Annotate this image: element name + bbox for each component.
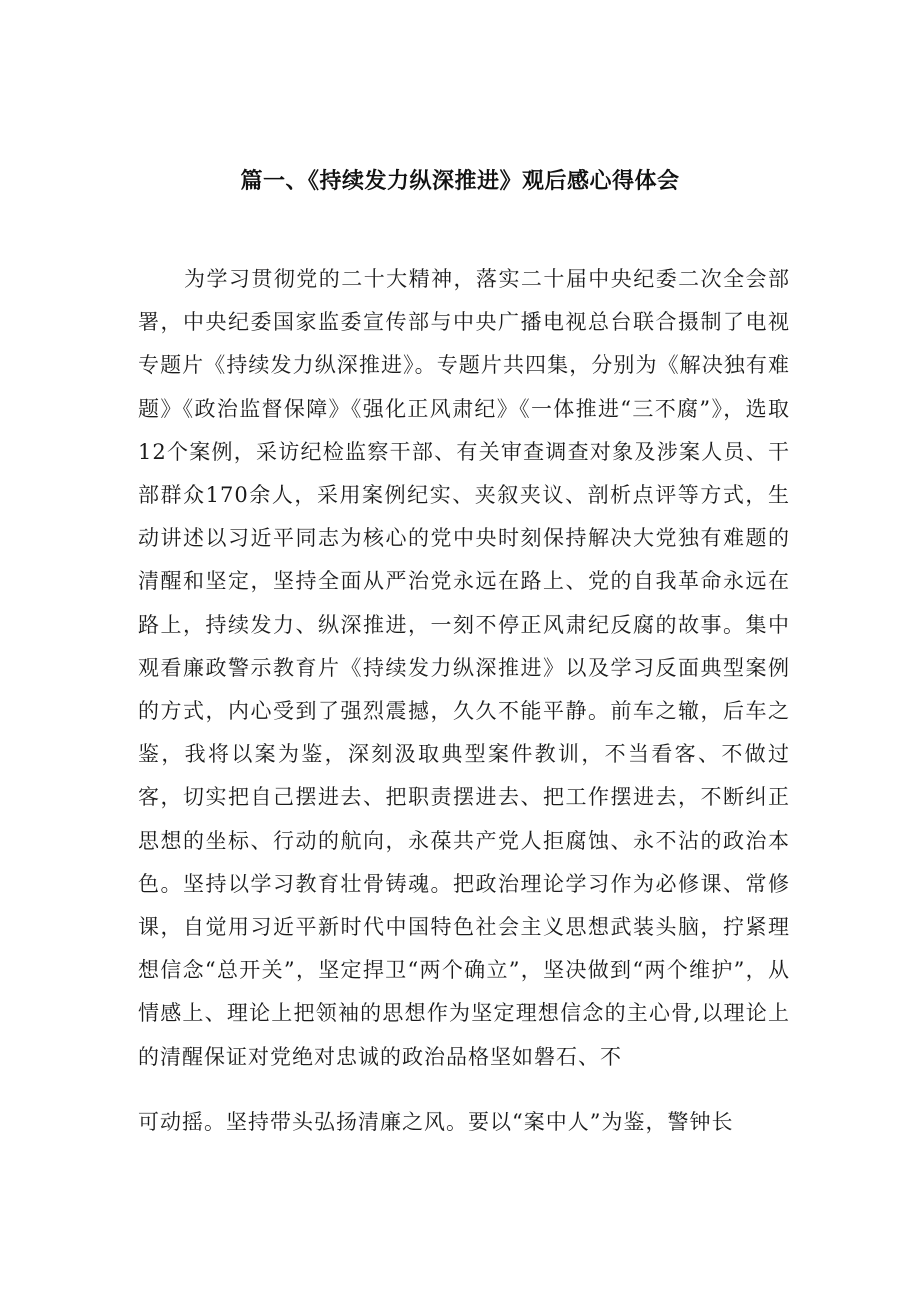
document-body: [138, 258, 790, 1144]
body-paragraph-1: 为学习贯彻党的二十大精神，落实二十届中央纪委二次全会部署，中央纪委国家监委宣传部与中央广播电视总台联合摄制了电视专题片《持续发力纵深推进》。专题片共四集，分别为《解决独有难题》《政治监督保障》《强化正风肃纪》《一体推进“三不腐”》，选取12个案例，采访纪检监察干部、有关审查调查对象及涉案人员、干部群众170余人，采用案例纪实、夹叙夹议、剖析点评等方式，生动讲述以习近平同志为核心的党中央时刻保持解决大党独有难题的清醒和坚定，坚持全面从严治党永远在路上、党的自我革命永远在路上，持续发力、纵深推进，一刻不停正风肃纪反腐的故事。集中观看廉政警示教育片《持续发力纵深推进》以及学习反面典型案例的方式，内心受到了强烈震撼，久久不能平静。前车之辙，后车之鉴，我将以案为鉴，深刻汲取典型案件教训，不当看客、不做过客，切实把自己摆进去、把职责摆进去、把工作摆进去，不断纠正思想的坐标、行动的航向，永葆共产党人拒腐蚀、永不沾的政治本色。坚持以学习教育壮骨铸魂。把政治理论学习作为必修课、常修课，自觉用习近平新时代中国特色社会主义思想武装头脑，拧紧理想信念“总开关”，坚定捍卫“两个确立”，坚决做到“两个维护”，从情感上、理论上把领袖的思想作为坚定理想信念的主心骨,以理论上的清醒保证对党绝对忠诚的政治品格坚如磐石、不: [138, 267, 790, 1069]
body-paragraph-2: 可动摇。坚持带头弘扬清廉之风。要以“案中人”为鉴，警钟长: [138, 1109, 734, 1134]
document-title: 篇一、《持续发力纵深推进》观后感心得体会: [240, 169, 680, 194]
